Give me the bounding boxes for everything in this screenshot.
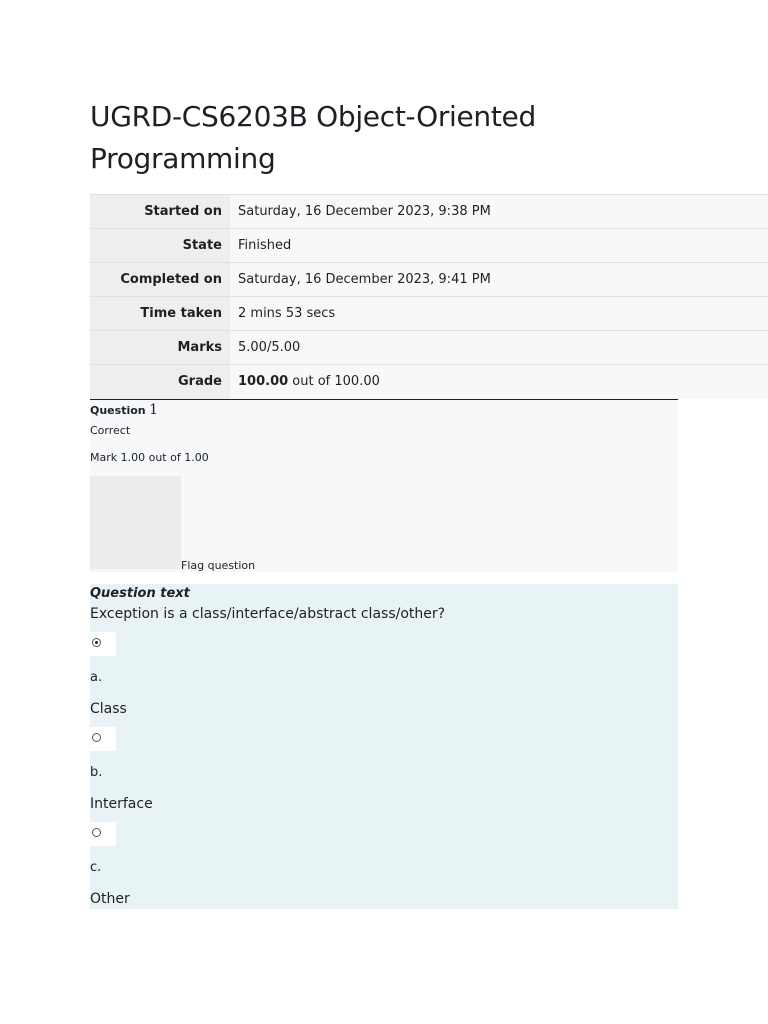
question-text-heading: Question text [90, 586, 190, 601]
radio-unchecked-icon [92, 733, 101, 742]
question-text: Exception is a class/interface/abstract class/other? [90, 606, 446, 622]
summary-label: Time taken [90, 297, 230, 331]
question-number [90, 402, 158, 418]
answer-c-letter: c. [90, 860, 102, 875]
question-label: Question [90, 404, 146, 417]
summary-label: Started on [90, 195, 230, 229]
summary-value: Finished [230, 229, 768, 263]
summary-value: Saturday, 16 December 2023, 9:38 PM [230, 195, 768, 229]
answer-a-radio[interactable] [90, 632, 116, 656]
answer-a-letter: a. [90, 670, 103, 685]
flag-question-link[interactable]: Flag question [181, 559, 256, 572]
summary-value [230, 365, 768, 399]
summary-row-grade [90, 365, 768, 399]
grade-value: 100.00 [238, 374, 289, 390]
summary-label: Grade [90, 365, 230, 399]
answer-a-label[interactable]: Class [90, 701, 127, 717]
radio-checked-icon [92, 638, 101, 647]
answer-b-letter: b. [90, 765, 103, 780]
radio-unchecked-icon [92, 828, 101, 837]
summary-row-started [90, 195, 768, 229]
summary-row-marks [90, 331, 768, 365]
question-state: Correct [90, 424, 131, 437]
answer-c-label[interactable]: Other [90, 891, 130, 907]
answer-c-radio[interactable] [90, 822, 116, 846]
grade-suffix: out of 100.00 [288, 374, 380, 390]
summary-row-time-taken [90, 297, 768, 331]
question-content-panel [90, 584, 678, 909]
summary-row-state [90, 229, 768, 263]
question-info-panel [90, 399, 678, 572]
question-number-value: 1 [149, 402, 159, 418]
summary-value: 2 mins 53 secs [230, 297, 768, 331]
question-mark: Mark 1.00 out of 1.00 [90, 451, 209, 464]
summary-row-completed [90, 263, 768, 297]
quiz-summary-table [90, 194, 768, 399]
answer-b-radio[interactable] [90, 727, 116, 751]
summary-label: Completed on [90, 263, 230, 297]
summary-value: 5.00/5.00 [230, 331, 768, 365]
summary-label: Marks [90, 331, 230, 365]
page-title: UGRD-CS6203B Object-Oriented Programming [90, 100, 536, 175]
answer-b-label[interactable]: Interface [90, 796, 153, 812]
flag-icon[interactable] [90, 476, 181, 569]
summary-value: Saturday, 16 December 2023, 9:41 PM [230, 263, 768, 297]
summary-label: State [90, 229, 230, 263]
